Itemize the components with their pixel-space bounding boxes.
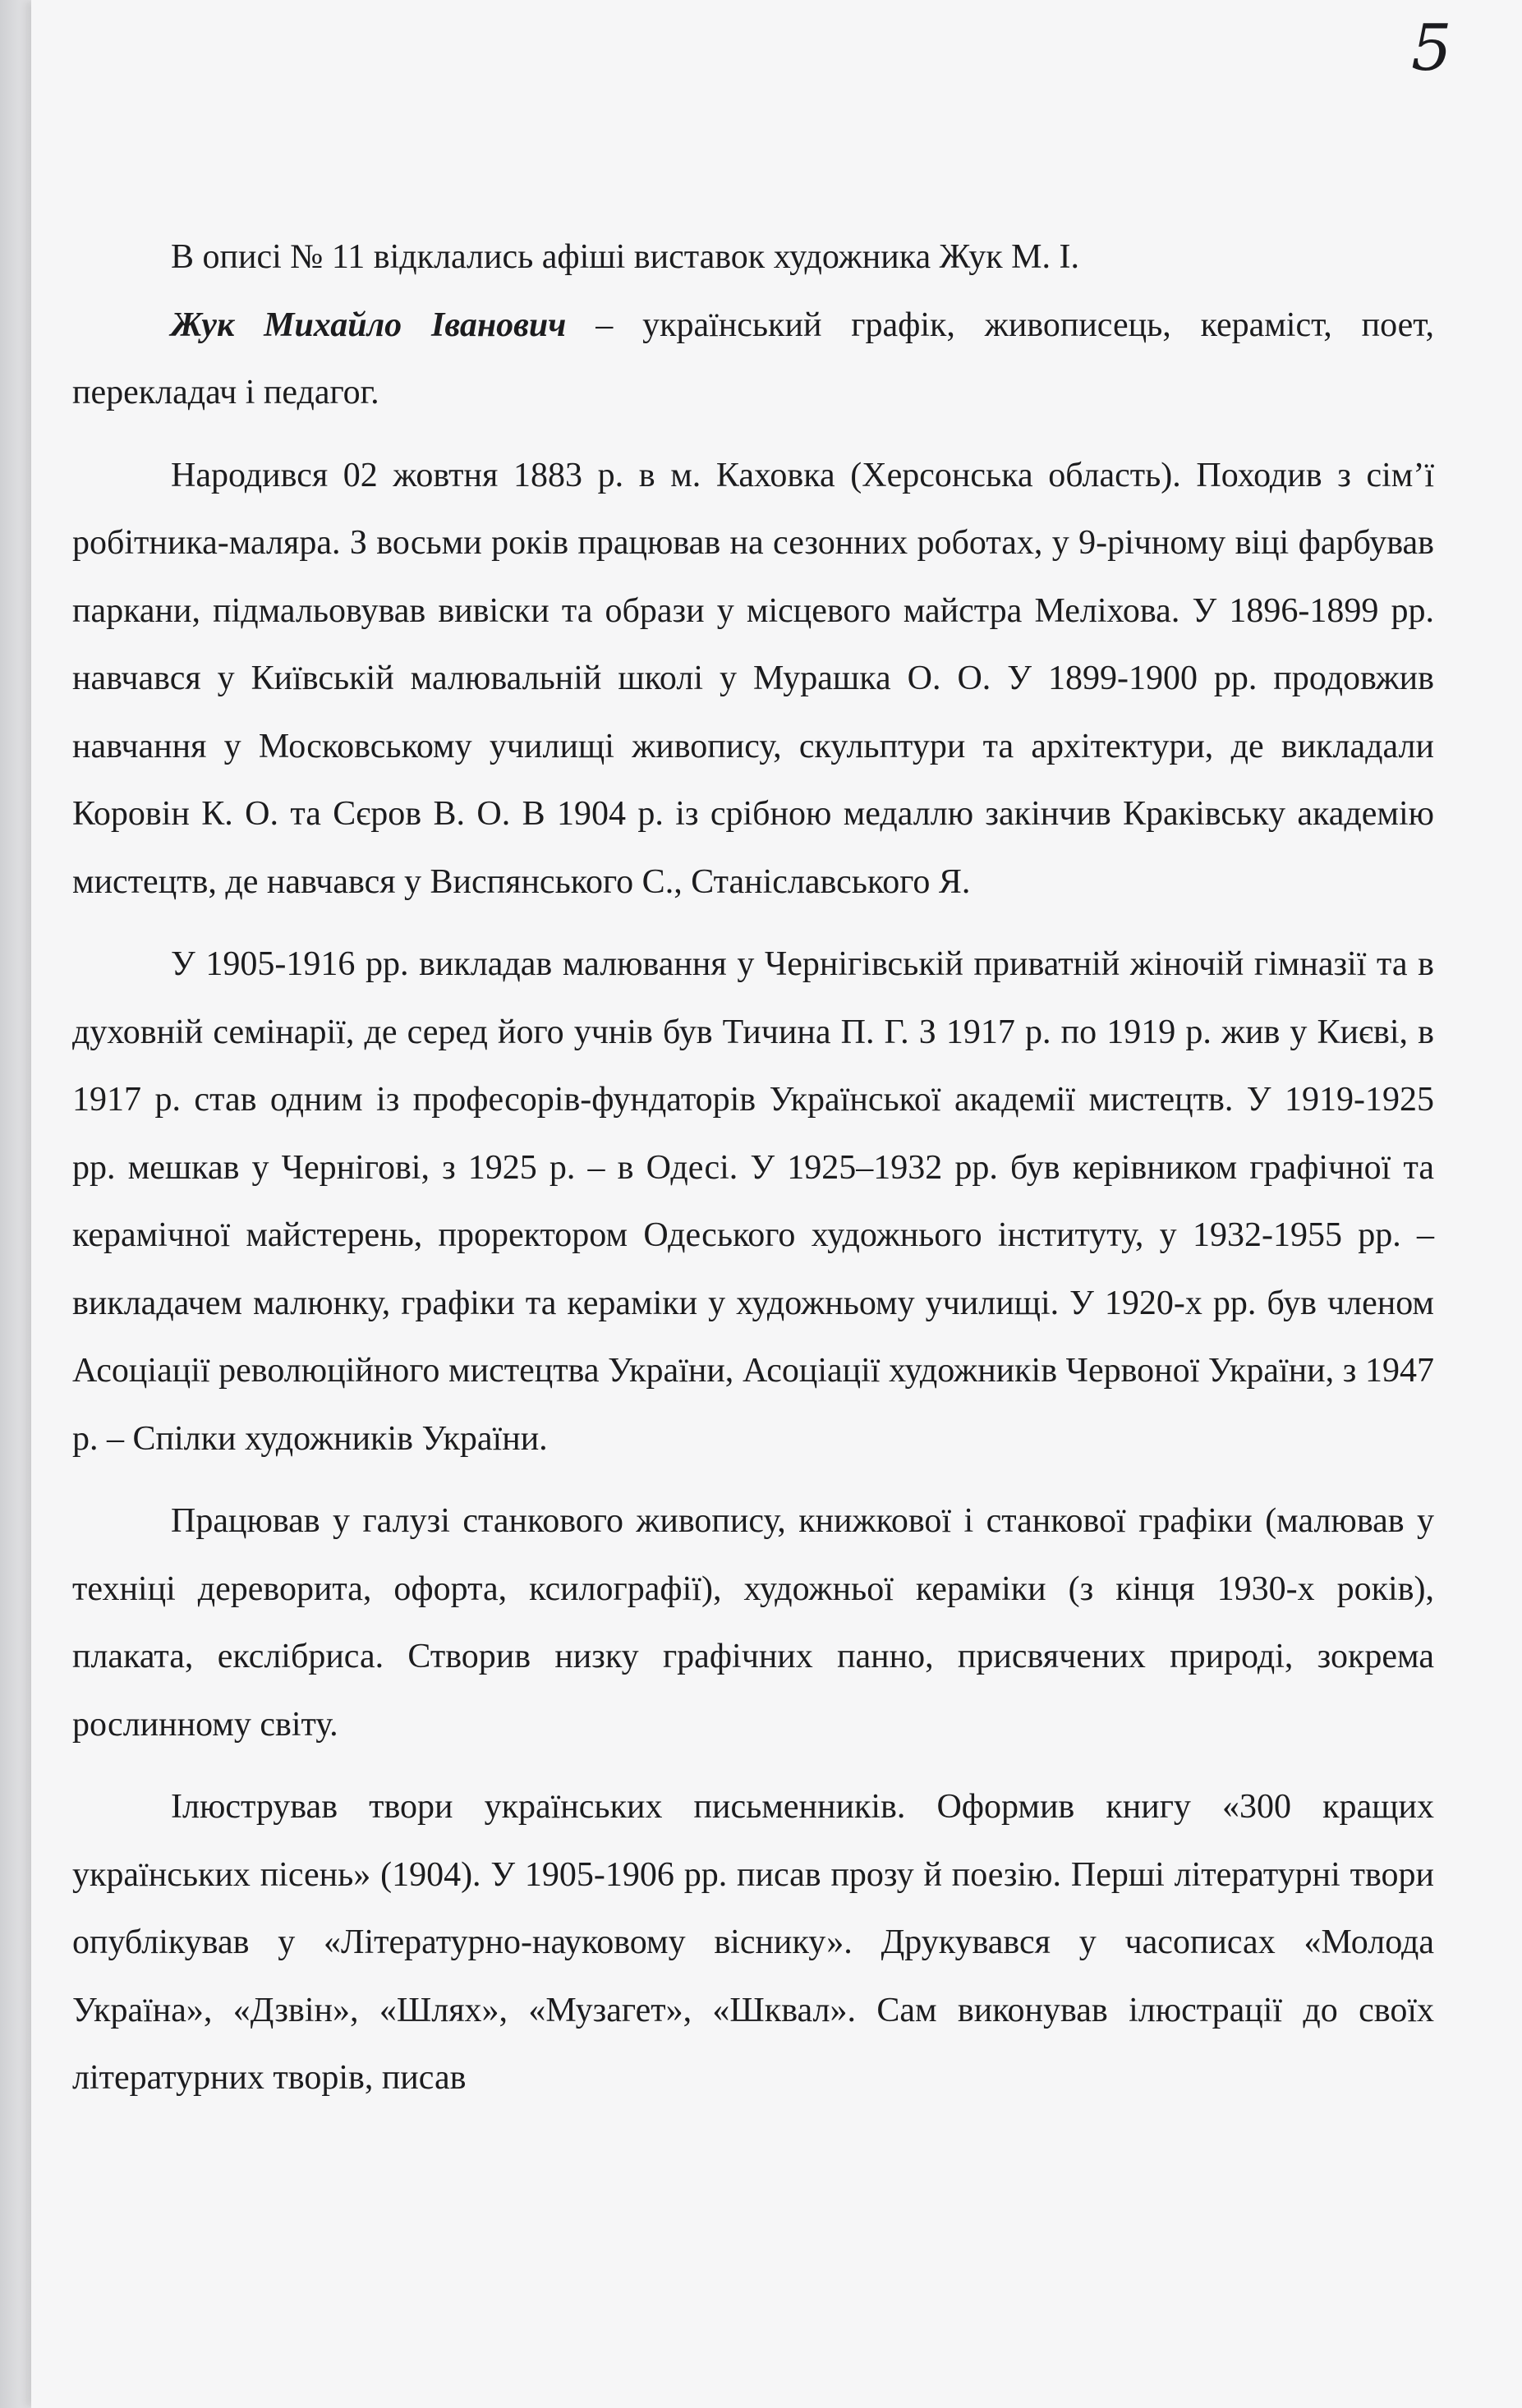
bio-paragraph	[72, 292, 1434, 427]
artist-name: Жук Михайло Іванович	[171, 306, 567, 344]
page-edge	[0, 0, 31, 2408]
document-body	[72, 223, 1434, 2112]
bio-description: – український графік, живописець, кераміст, поет, перекладач і педагог.	[72, 306, 1434, 411]
career-paragraph: У 1905-1916 рр. викладав малювання у Чернігівській приватній жіночій гімназії та в духовній семінарії, де серед його учнів був Тичина П. Г. З 1917 р. по 1919 р. жив у Києві, в 1917 р. став одним із професорів-фундаторів Української академії мистецтв. У 1919-1925 рр. мешкав у Чернігові, з 1925 р. – в Одесі. У 1925–1932 рр. був керівником графічної та керамічної майстерень, проректором Одеського художнього інституту, у 1932-1955 рр. – викладачем малюнку, графіки та кераміки у художньому училищі. У 1920-х рр. був членом Асоціації революційного мистецтва України, Асоціації художників Червоної України, з 1947 р. – Спілки художників України.	[72, 945, 1434, 1458]
intro-paragraph: В описі № 11 відклались афіші виставок художника Жук М. І.	[171, 238, 1079, 276]
work-paragraph: Працював у галузі станкового живопису, книжкової і станкової графіки (малював у техніці дереворита, офорта, ксилографії), художньої кераміки (з кінця 1930-х років), плаката, екслібриса. Створив низку графічних панно, присвячених природі, зокрема рослинному світу.	[72, 1502, 1434, 1744]
handwritten-page-number: 5	[1411, 11, 1451, 85]
document-page	[31, 0, 1522, 2408]
literature-paragraph: Ілюстрував твори українських письменників. Оформив книгу «300 кращих українських пісень» (1904). У 1905-1906 рр. писав прозу й поезію. Перші літературні твори опублікував у «Літературно-науковому віснику». Друкувався у часописах «Молода Україна», «Дзвін», «Шлях», «Музагет», «Шквал». Сам виконував ілюстрації до своїх літературних творів, писав	[72, 1788, 1434, 2097]
birth-paragraph: Народився 02 жовтня 1883 р. в м. Каховка (Херсонська область). Походив з сім’ї робітника-маляра. З восьми років працював на сезонних роботах, у 9-річному віці фарбував паркани, підмальовував вивіски та образи у місцевого майстра Меліхова. У 1896-1899 рр. навчався у Київській малювальній школі у Мурашка О. О. У 1899-1900 рр. продовжив навчання у Московському училищі живопису, скульптури та архітектури, де викладали Коровін К. О. та Сєров В. О. В 1904 р. із срібною медаллю закінчив Краківську академію мистецтв, де навчався у Виспянського С., Станіславського Я.	[72, 456, 1434, 901]
